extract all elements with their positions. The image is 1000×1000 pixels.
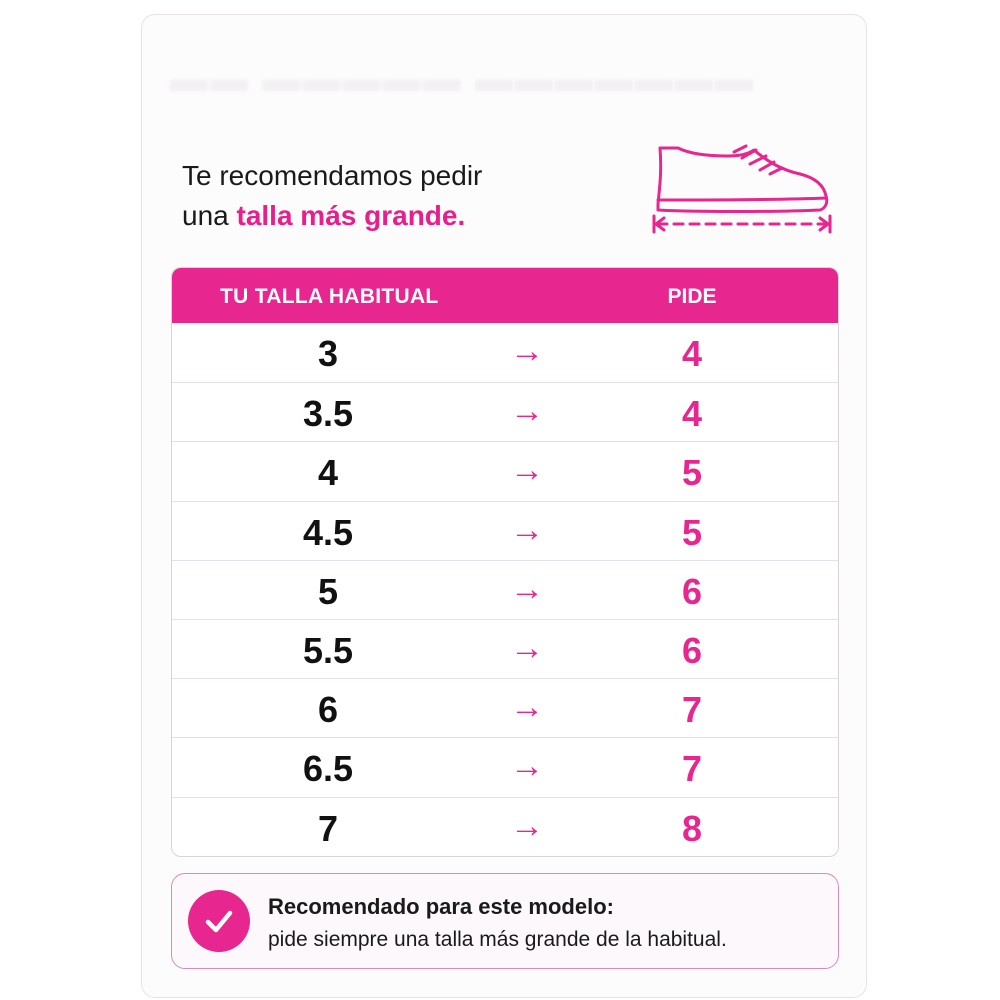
recommended-size: 8 bbox=[681, 807, 703, 849]
intro-highlight: talla más grande. bbox=[236, 200, 466, 231]
arrow-right-icon: → bbox=[510, 628, 544, 667]
table-row bbox=[172, 382, 838, 441]
table-row bbox=[172, 441, 838, 500]
intro-line-2 bbox=[182, 196, 602, 236]
arrow-right-icon: → bbox=[510, 451, 544, 490]
check-icon bbox=[188, 890, 250, 952]
arrow-right-icon: → bbox=[510, 392, 544, 431]
recommended-size: 6 bbox=[681, 570, 703, 612]
intro-line-1: Te recomendamos pedir bbox=[182, 160, 483, 191]
size-conversion-table bbox=[171, 267, 839, 857]
table-row bbox=[172, 737, 838, 796]
table-row bbox=[172, 619, 838, 678]
arrow-right-icon: → bbox=[510, 688, 544, 727]
habitual-size: 5 bbox=[317, 570, 339, 612]
arrow-right-icon: → bbox=[510, 510, 544, 549]
habitual-size: 6.5 bbox=[302, 748, 354, 790]
table-row bbox=[172, 560, 838, 619]
intro-line-2-prefix: una bbox=[182, 200, 237, 231]
arrow-right-icon: → bbox=[510, 569, 544, 608]
recommended-size: 4 bbox=[681, 393, 703, 435]
note-text: pide siempre una talla más grande de la habitual. bbox=[268, 928, 727, 951]
arrow-right-icon: → bbox=[510, 747, 544, 786]
recommended-size: 7 bbox=[681, 748, 703, 790]
habitual-size: 6 bbox=[317, 689, 339, 731]
recommendation-note bbox=[171, 873, 839, 969]
arrow-right-icon: → bbox=[510, 332, 544, 370]
table-row bbox=[172, 501, 838, 560]
recommended-size: 5 bbox=[681, 452, 703, 494]
recommended-size: 4 bbox=[681, 333, 703, 374]
habitual-size: 4 bbox=[317, 452, 339, 494]
intro-text bbox=[182, 156, 602, 236]
arrow-right-icon: → bbox=[510, 806, 544, 845]
recommended-size: 5 bbox=[681, 511, 703, 553]
habitual-size: 4.5 bbox=[302, 511, 354, 553]
habitual-size: 3.5 bbox=[302, 393, 354, 435]
header-habitual: TU TALLA HABITUAL bbox=[220, 285, 439, 308]
table-header bbox=[172, 268, 838, 323]
recommended-size: 7 bbox=[681, 689, 703, 731]
table-row bbox=[172, 797, 838, 856]
habitual-size: 5.5 bbox=[302, 629, 354, 671]
recommended-size: 6 bbox=[681, 629, 703, 671]
habitual-size: 3 bbox=[317, 333, 339, 374]
faded-heading: ▬▬ ▬▬▬▬▬ ▬▬▬▬▬▬▬ bbox=[170, 58, 756, 100]
shoe-length-icon bbox=[650, 134, 834, 240]
table-row bbox=[172, 323, 838, 382]
habitual-size: 7 bbox=[317, 807, 339, 849]
header-pide: PIDE bbox=[667, 285, 717, 308]
table-row bbox=[172, 678, 838, 737]
table-body bbox=[172, 323, 838, 856]
note-title: Recomendado para este modelo: bbox=[268, 894, 614, 919]
